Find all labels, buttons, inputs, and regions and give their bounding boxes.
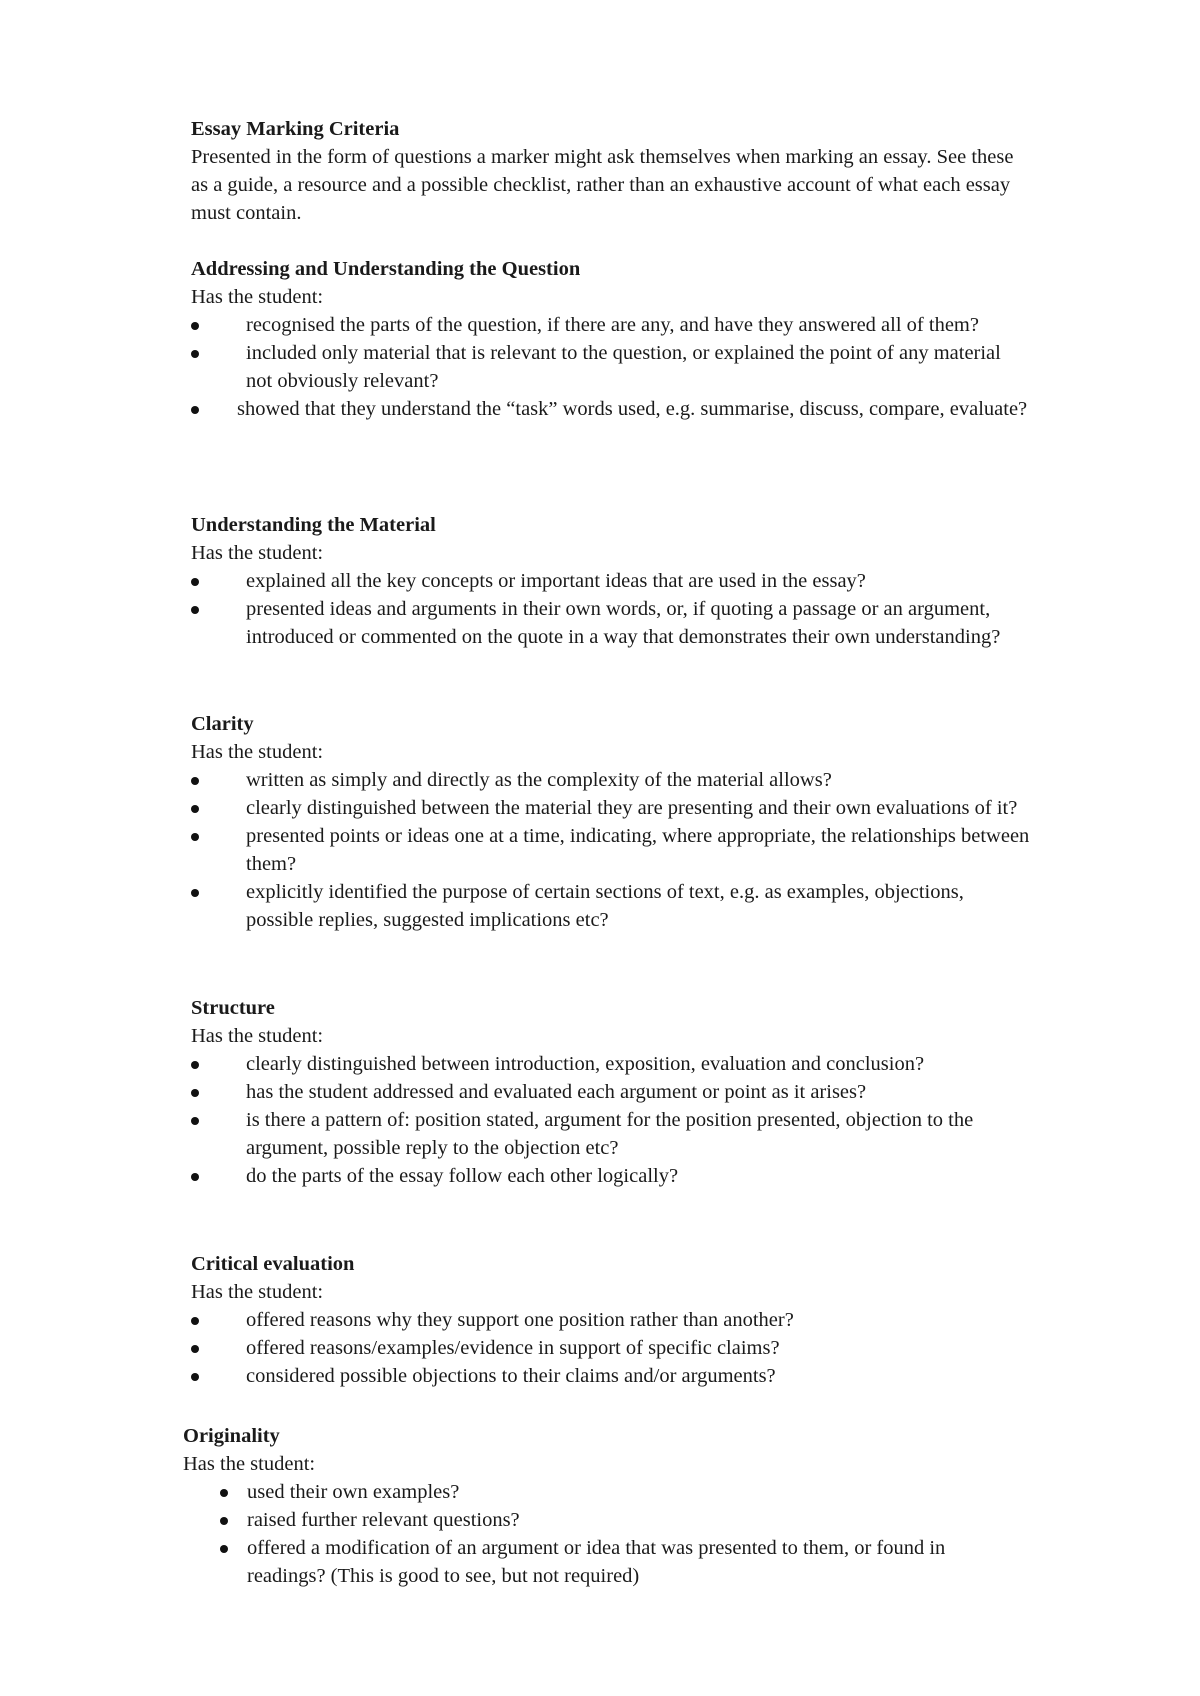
list-item-text: is there a pattern of: position stated, argument for the position presented, objection to the argument, possible reply to the objection etc? [246, 1109, 974, 1159]
list-item [183, 1478, 1023, 1506]
bullet-icon [220, 1545, 228, 1553]
bullet-icon [191, 1373, 199, 1381]
document-intro: Presented in the form of questions a marker might ask themselves when marking an essay. See these as a guide, a resource and a possible checklist, rather than an exhaustive account of what each essay must contain. [191, 146, 1014, 224]
list-item [191, 311, 1031, 339]
bullet-icon [191, 322, 199, 330]
bullet-icon [191, 350, 199, 358]
bullet-icon [191, 578, 199, 586]
list-item-text: raised further relevant questions? [247, 1509, 520, 1531]
list-item-text: has the student addressed and evaluated each argument or point as it arises? [246, 1081, 867, 1103]
section-lead: Has the student: [191, 1025, 324, 1047]
bullet-icon [191, 406, 199, 414]
criteria-list [191, 766, 1031, 934]
bullet-icon [220, 1489, 228, 1497]
list-item [191, 1078, 1031, 1106]
section-structure [191, 994, 1031, 1190]
list-item [191, 395, 1031, 423]
list-item [191, 822, 1031, 878]
bullet-icon [191, 889, 199, 897]
section-lead: Has the student: [191, 286, 324, 308]
list-item-text: written as simply and directly as the complexity of the material allows? [246, 769, 832, 791]
bullet-icon [191, 1317, 199, 1325]
section-lead: Has the student: [191, 1281, 324, 1303]
list-item [191, 794, 1031, 822]
section-addressing-question [191, 255, 1031, 423]
bullet-icon [191, 833, 199, 841]
list-item-text: presented points or ideas one at a time, indicating, where appropriate, the relationships between them? [246, 825, 1030, 875]
section-heading: Critical evaluation [191, 1253, 355, 1275]
criteria-list [183, 1478, 1023, 1590]
section-lead: Has the student: [191, 542, 324, 564]
bullet-icon [191, 777, 199, 785]
list-item-text: clearly distinguished between the material they are presenting and their own evaluations of it? [246, 797, 1018, 819]
list-item-text: explicitly identified the purpose of certain sections of text, e.g. as examples, objections, possible replies, suggested implications etc? [246, 881, 964, 931]
bullet-icon [191, 1173, 199, 1181]
list-item-text: offered reasons/examples/evidence in support of specific claims? [246, 1337, 780, 1359]
bullet-icon [191, 606, 199, 614]
list-item-text: do the parts of the essay follow each other logically? [246, 1165, 679, 1187]
section-heading: Clarity [191, 713, 254, 735]
section-heading: Originality [183, 1425, 280, 1447]
section-originality [183, 1422, 1023, 1590]
list-item [191, 567, 1031, 595]
list-item-text: clearly distinguished between introduction, exposition, evaluation and conclusion? [246, 1053, 925, 1075]
section-clarity [191, 710, 1031, 934]
list-item [191, 878, 1031, 934]
bullet-icon [191, 805, 199, 813]
bullet-icon [191, 1061, 199, 1069]
list-item [183, 1534, 1023, 1590]
list-item [191, 1334, 1031, 1362]
section-heading: Addressing and Understanding the Question [191, 258, 581, 280]
list-item-text: showed that they understand the “task” words used, e.g. summarise, discuss, compare, evaluate? [237, 398, 1028, 420]
list-item-text: used their own examples? [247, 1481, 460, 1503]
list-item [191, 1106, 1031, 1162]
criteria-list [191, 567, 1031, 651]
list-item-text: included only material that is relevant to the question, or explained the point of any material not obviously relevant? [246, 342, 1001, 392]
criteria-list [191, 1050, 1031, 1190]
list-item-text: offered a modification of an argument or idea that was presented to them, or found in readings? (This is good to see, but not required) [247, 1537, 946, 1587]
list-item-text: offered reasons why they support one position rather than another? [246, 1309, 794, 1331]
document-title: Essay Marking Criteria [191, 118, 400, 140]
list-item [191, 1050, 1031, 1078]
list-item-text: explained all the key concepts or important ideas that are used in the essay? [246, 570, 866, 592]
list-item [191, 1306, 1031, 1334]
list-item-text: considered possible objections to their claims and/or arguments? [246, 1365, 776, 1387]
criteria-list [191, 1306, 1031, 1390]
criteria-list [191, 311, 1031, 423]
section-critical-evaluation [191, 1250, 1031, 1390]
list-item-text: presented ideas and arguments in their own words, or, if quoting a passage or an argument, introduced or commented on the quote in a way that demonstrates their own understanding? [246, 598, 1001, 648]
section-heading: Understanding the Material [191, 514, 436, 536]
list-item [191, 1362, 1031, 1390]
section-lead: Has the student: [191, 741, 324, 763]
list-item [183, 1506, 1023, 1534]
bullet-icon [191, 1089, 199, 1097]
list-item-text: recognised the parts of the question, if there are any, and have they answered all of them? [246, 314, 979, 336]
list-item [191, 595, 1031, 651]
bullet-icon [191, 1117, 199, 1125]
bullet-icon [191, 1345, 199, 1353]
section-lead: Has the student: [183, 1453, 316, 1475]
list-item [191, 1162, 1031, 1190]
section-heading: Structure [191, 997, 275, 1019]
section-understanding-material [191, 511, 1031, 651]
bullet-icon [220, 1517, 228, 1525]
list-item [191, 339, 1031, 395]
list-item [191, 766, 1031, 794]
